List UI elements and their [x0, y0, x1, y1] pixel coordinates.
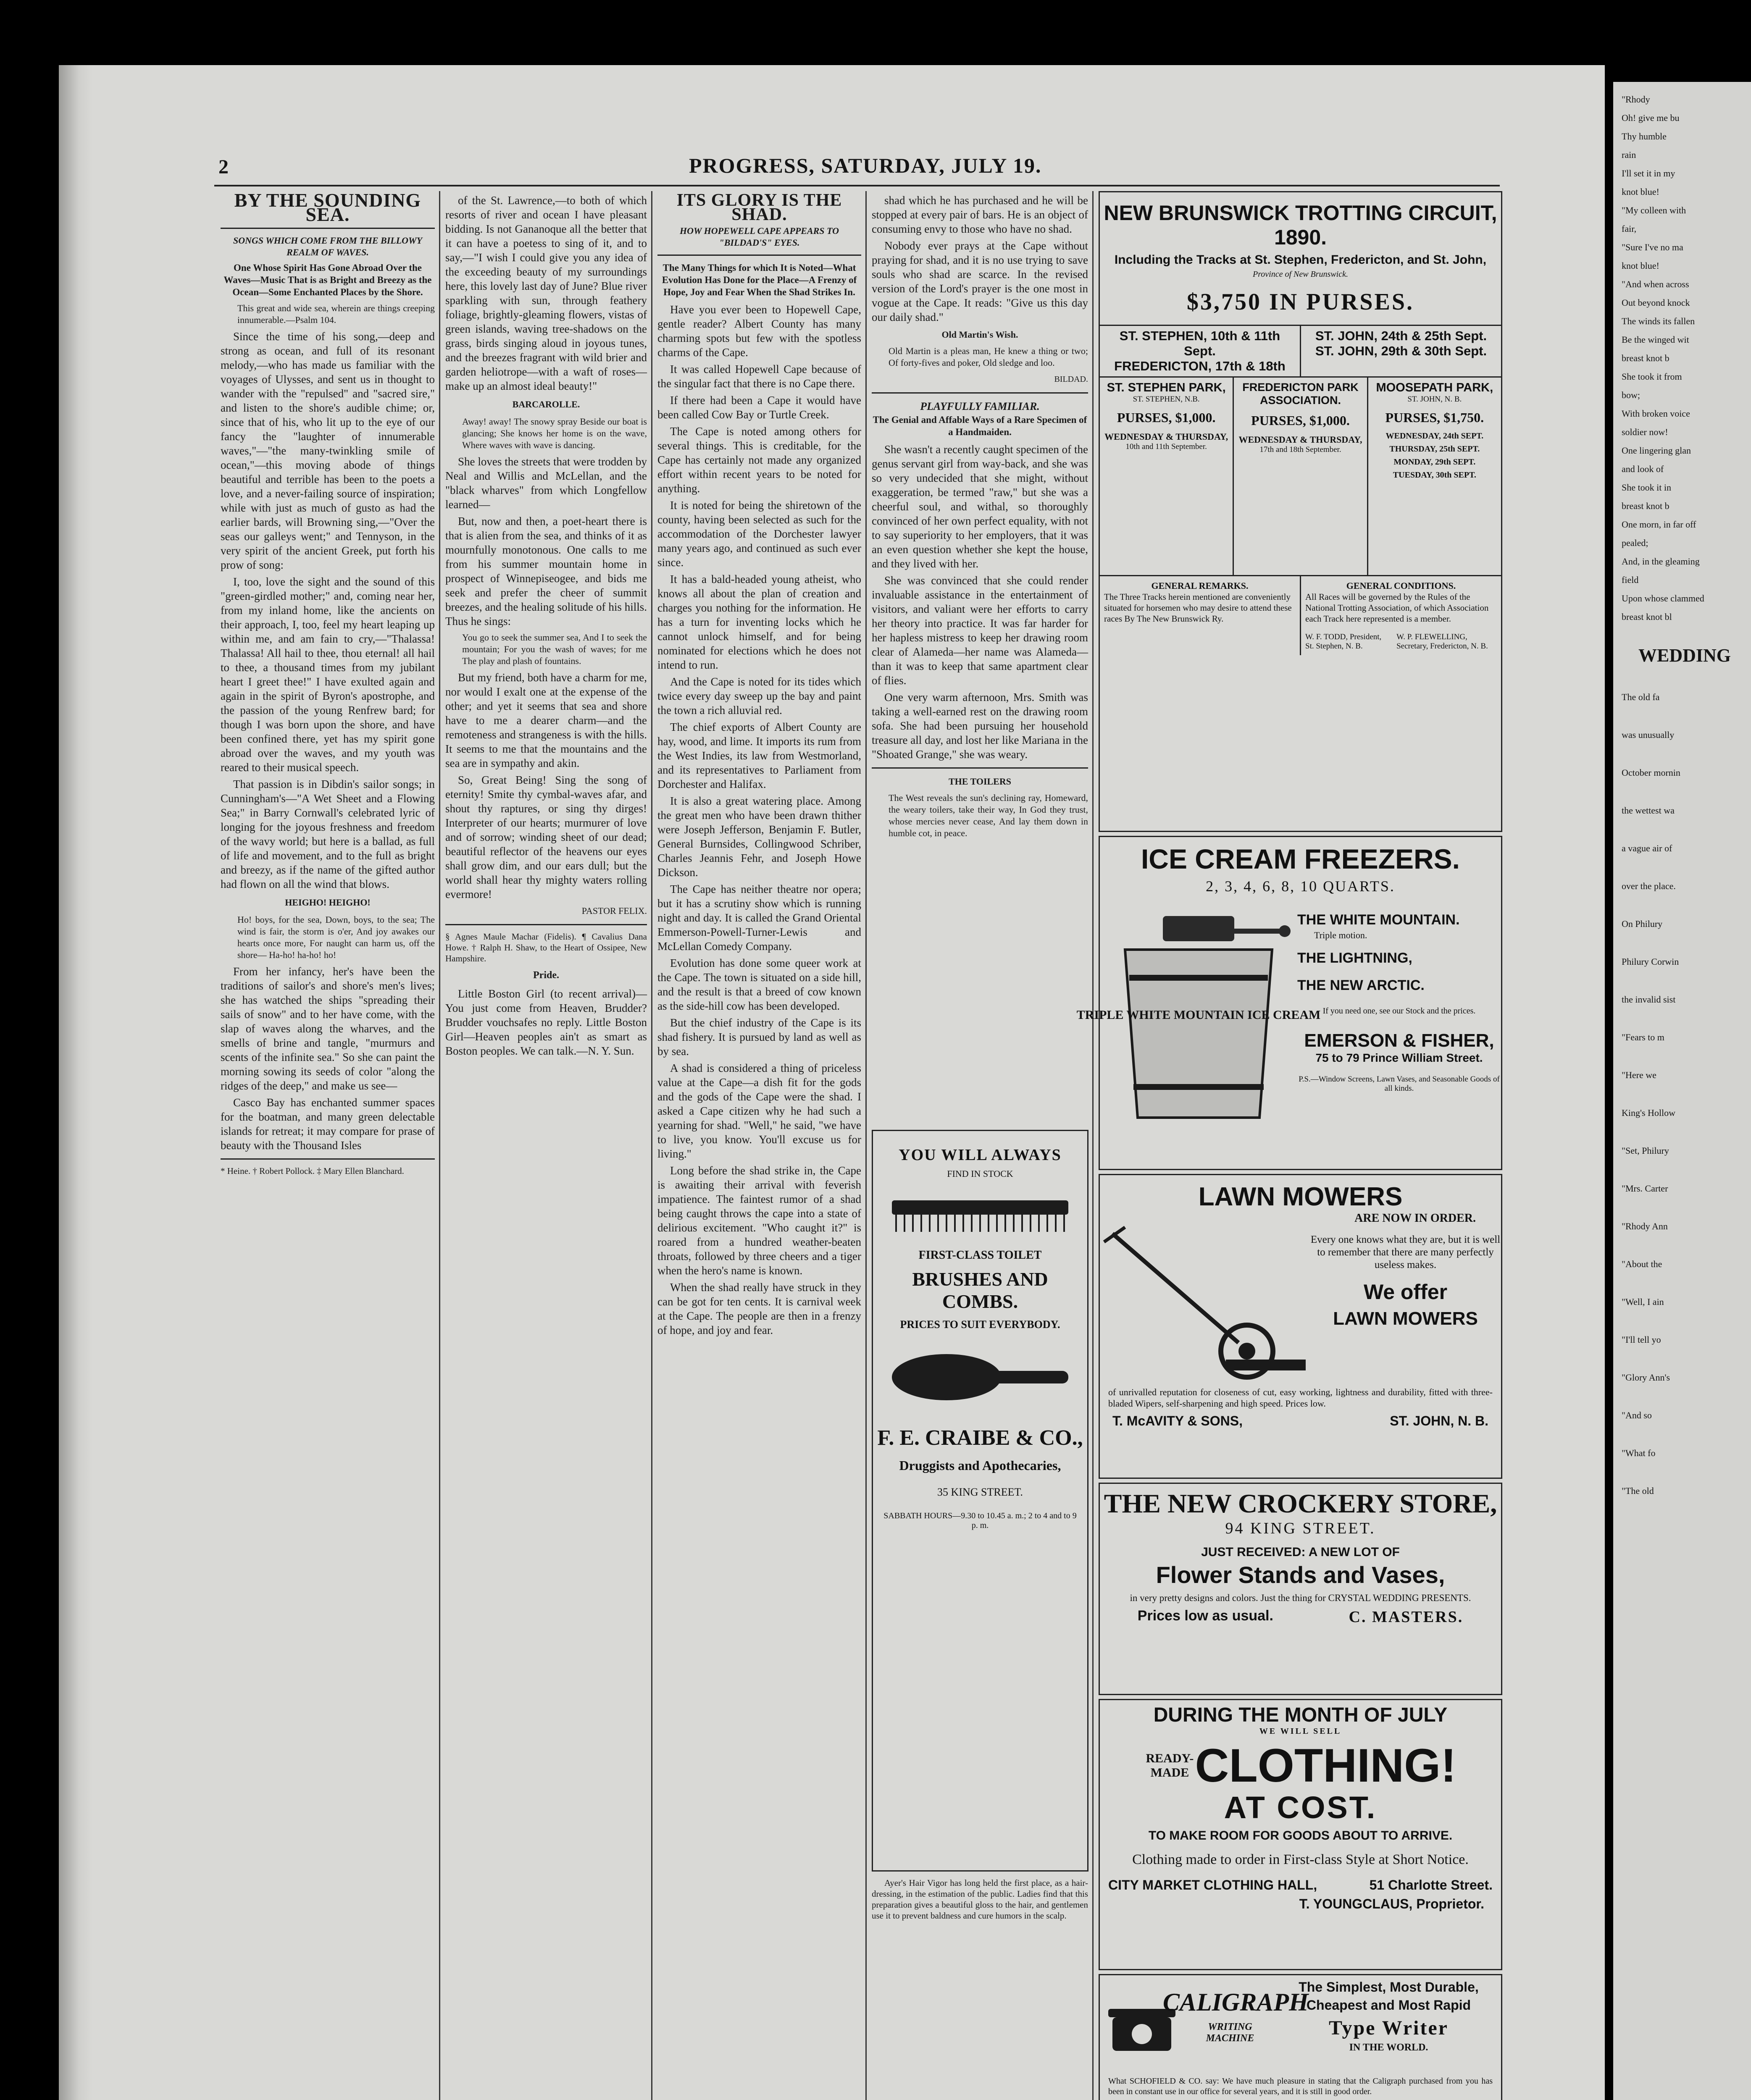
strip-line: On Philury: [1622, 919, 1663, 929]
divider: [445, 924, 647, 925]
paragraph: It is also a great watering place. Among the great men who have been drawn thither were Joseph Jefferson, Benjamin F. Butler, General Burnsides, Collingwood Schriber, Charles Jeannis Fehr, and Joseph Howe Dickson.: [657, 795, 861, 879]
ad-text: in very pretty designs and colors. Just the thing for CRYSTAL WEDDING PRESENTS.: [1130, 1593, 1471, 1603]
ad-crockery-store: [1099, 1483, 1502, 1695]
ad-text: WE WILL SELL: [1259, 1727, 1342, 1736]
paragraph: One very warm afternoon, Mrs. Smith was taking a well-earned rest on the drawing room sofa. She had been pursuing her household treasure all day, and lost her like Mariana in the "Shoated Grange," she was weary.: [872, 691, 1088, 761]
ad-text: If you need one, see our Stock and the prices.: [1322, 1006, 1476, 1016]
strip-line: "Sure I've no ma: [1622, 242, 1683, 252]
paragraph: It is noted for being the shiretown of the county, having been selected as such for the accommodation of the Dorchester lawyer many years ago, and continued as such ever since.: [657, 499, 861, 569]
ad-trotting-circuit: [1099, 191, 1502, 832]
park-listings: [1100, 378, 1501, 576]
page-fold-shadow: [59, 65, 92, 2100]
can-label: TRIPLE WHITE MOUNTAIN ICE CREAM: [1076, 1008, 1321, 1022]
column-4: [872, 193, 1088, 1117]
divider: [221, 228, 435, 229]
article-subhead: HOW HOPEWELL CAPE APPEARS TO "BILDAD'S" EYES.: [680, 226, 839, 248]
race-dates: [1100, 325, 1501, 378]
ad-text: Cheapest and Most Rapid: [1306, 1998, 1471, 2013]
strip-line: "I'll tell yo: [1622, 1334, 1661, 1345]
brush-illustration: [888, 1348, 1073, 1407]
strip-line: The old fa: [1622, 692, 1660, 702]
park-date: THURSDAY, 25th SEPT.: [1389, 444, 1480, 454]
strip-line: Upon whose clammed: [1622, 593, 1704, 604]
poem-verse: Away! away! The snowy spray Beside our boat is glancing; She knows her home is on the wave, Where waves with wave is dancing.: [462, 416, 647, 450]
park-date: WEDNESDAY, 24th SEPT.: [1386, 431, 1484, 441]
poem-verse: The West reveals the sun's declining ray, Homeward, the weary toilers, take their way, In God they trust, whose mercies never cease, And lay them down in humble cot, in peace.: [889, 793, 1088, 838]
park-purse: PURSES, $1,000.: [1117, 410, 1216, 425]
column-1: [221, 189, 435, 2100]
strip-line: bow;: [1622, 390, 1640, 400]
strip-line: Out beyond knock: [1622, 297, 1690, 308]
ad-text: FIRST-CLASS TOILET: [918, 1249, 1042, 1262]
ad-text: Clothing made to order in First-class Style at Short Notice.: [1132, 1852, 1469, 1867]
ad-address: 75 to 79 Prince William Street.: [1315, 1051, 1483, 1064]
strip-line: With broken voice: [1622, 408, 1690, 419]
ad-text: FIND IN STOCK: [947, 1168, 1013, 1179]
ad-text: PRICES TO SUIT EVERYBODY.: [900, 1318, 1060, 1331]
race-date: ST. STEPHEN, 10th & 11th Sept.: [1119, 328, 1280, 358]
paragraph: From her infancy, her's have been the traditions of sailor's and shore's men's lives; she has watched the ships "spreading their sails of snow" and to her have come, with the slap of waves along the wharves, and the smells of brine and tangle, "murmurs and scents of the infinite sea." So she can paint the morning sowing its seeds of color "along the ridges of the deep," and make us see—: [221, 965, 435, 1092]
poem-verse: You go to seek the summer sea, And I to seek the mountain; For you the wash of waves; for me The play and plash of fountains.: [462, 632, 647, 666]
strip-line: field: [1622, 575, 1639, 585]
paragraph: The Cape is noted among others for several things. This is creditable, for the Cape has certainly not made any organized effort within recent years to be noted for anything.: [657, 425, 861, 495]
ad-text: Triple motion.: [1314, 930, 1367, 940]
strip-article: [1622, 678, 1748, 1510]
ad-text: Province of New Brunswick.: [1253, 270, 1348, 279]
strip-line: "Here we: [1622, 1070, 1656, 1080]
strip-line: "Fears to m: [1622, 1032, 1664, 1042]
strip-line: Oh! give me bu: [1622, 113, 1680, 123]
paragraph: The chief exports of Albert County are hay, wood, and lime. It imports its rum from the West Indies, its law from Westmorland, and its representatives to Parliament from Dorchester and Halifax.: [657, 721, 861, 790]
paragraph: Ayer's Hair Vigor has long held the first place, as a hair-dressing, in the estimation of the public. Ladies find that this preparation gives a beautiful gloss to the hair, and gentlemen use it to prevent baldness and cure humors in the scalp.: [872, 1878, 1088, 1921]
remarks-title: GENERAL REMARKS.: [1151, 580, 1249, 591]
ad-item: Flower Stands and Vases,: [1156, 1562, 1445, 1588]
paragraph: She loves the streets that were trodden by Neal and Willis and McLellan, and the "black wharves" from which Longfellow learned—: [445, 455, 647, 511]
article-deck: The Many Things for which It is Noted—What Evolution Has Done for the Place—A Frenzy of Hope, Joy and Fear When the Shad Strikes In.: [662, 262, 857, 297]
strip-line: "Rhody Ann: [1622, 1221, 1668, 1231]
strip-line: soldier now!: [1622, 427, 1668, 437]
paragraph: When the shad really have struck in they can be got for ten cents. It is carnival week at the Cape. The people are then in a frenzy of hope, and joy and fear.: [657, 1281, 861, 1336]
park-name: MOOSEPATH PARK,: [1376, 381, 1493, 394]
paragraph: She was convinced that she could render invaluable assistance in the entertainment of visitors, and valiant were her efforts to carry her theory into practice. It was far harder for her hapless mistress to keep her drawing room clear of Alameda—her name was Alameda—than it was to keep that same apartment clear of flies.: [872, 574, 1088, 687]
strip-line: and look of: [1622, 464, 1664, 474]
brand-tagline: WRITING MACHINE: [1206, 2021, 1254, 2044]
strip-line: "Rhody: [1622, 94, 1650, 105]
paragraph: I, too, love the sight and the sound of this "green-girdled mother;" and, coming near her, from my inland home, like the ancients on their approach, I, too, feel my heart leaping up within me, and am fain to cry,—"Thalassa! Thalassa! All hail to thee, thou eternal! all hail to thee, a thousand times from my jubilant heart I greet thee!" I have exulted again and again in the spirit of Byron's apostrophe, and the passion of the young Renfrew bard; for though I was born upon the shore, and have been confined there, yet has my spirit gone abroad over the waves, and my youth was reared to their musical speech.: [221, 575, 435, 774]
article-headline: ITS GLORY IS THE SHAD.: [676, 191, 842, 224]
ad-firm-name: C. MASTERS.: [1349, 1608, 1464, 1626]
footnotes: * Heine. † Robert Pollock. ‡ Mary Ellen Blanchard.: [221, 1166, 404, 1176]
ad-firm-name: EMERSON & FISHER,: [1304, 1030, 1494, 1051]
strip-line: "Glory Ann's: [1622, 1372, 1670, 1383]
page-number: 2: [218, 156, 229, 178]
paragraph: Long before the shad strike in, the Cape is awaiting their arrival with feverish impatience. The faintest rumor of a shad being caught throws the cape into a state of delirious excitement. "Who caught it?" is roared from a hundred weather-beaten throats, followed by three cheers and a tiger when the hero's name is known.: [657, 1164, 861, 1277]
ad-heading: AT COST.: [1224, 1790, 1377, 1825]
ad-clothing: [1099, 1699, 1502, 1970]
ad-purse-total: $3,750 IN PURSES.: [1187, 289, 1414, 315]
paragraph: And the Cape is noted for its tides which twice every day sweep up the bay and paint the town a rich alluvial red.: [657, 675, 861, 717]
ad-text: 2, 3, 4, 6, 8, 10 QUARTS.: [1206, 878, 1395, 895]
remarks-text: The Three Tracks herein mentioned are conveniently situated for horsemen who may desire to attend these races By The New Brunswick Ry.: [1104, 592, 1292, 624]
paragraph: shad which he has purchased and he will be stopped at every pair of bars. He is an object of consuming envy to those who have no shad.: [872, 194, 1088, 235]
ad-address: ST. JOHN, N. B.: [1390, 1413, 1488, 1428]
poem-title: BARCAROLLE.: [512, 399, 580, 410]
article-deck: The Genial and Affable Ways of a Rare Specimen of a Handmaiden.: [873, 415, 1087, 437]
strip-line: "What fo: [1622, 1448, 1656, 1458]
strip-line: She took it in: [1622, 482, 1671, 493]
poem-verse: Old Martin is a pleas man, He knew a thing or two; Of forty-fives and poker, Old sledge and loo.: [889, 346, 1088, 368]
ad-firm-name: T. McAVITY & SONS,: [1112, 1413, 1243, 1428]
paragraph: But my friend, both have a charm for me, nor would I exalt one at the expense of the other; and yet it seems that sea and shore have to me a dearer charm—and the remoteness and strangeness is with the hills. It seems to me that the mountains and the sea are in sympathy and akin.: [445, 671, 647, 769]
ad-item: THE NEW ARCTIC.: [1297, 977, 1425, 993]
byline: BILDAD.: [1054, 375, 1088, 384]
strip-line: fair,: [1622, 223, 1637, 234]
paragraph: Since the time of his song,—deep and strong as ocean, and full of its resonant melody,—who has made us familiar with the voyages of Ulysses, and sent us in thought to wander with the "repulsed" and "sacred sire," and listen to the shore's audible chime; or, since that of his, who lit up to the eye of our fancy the "laughter of innumerable waves,"—"the many-twinkling smile of ocean,"—this moving abode of things beautiful and terrible has been to the poets a love, and a never-failing source of inspiration; while with just as much of gusto as had the earlier bards, will Browning sing,—"Over the seas our galleys went;" and Tennyson, in the very spirit of the ancient Greek, put forth his prow of song:: [221, 330, 435, 571]
signature: W. P. FLEWELLING, Secretary, Fredericton, N. B.: [1396, 633, 1488, 651]
column-rule: [651, 191, 652, 2100]
strip-line: the wettest wa: [1622, 805, 1675, 816]
strip-line: I'll set it in my: [1622, 168, 1675, 178]
ad-heading: YOU WILL ALWAYS: [899, 1146, 1062, 1164]
strip-line: "My colleen with: [1622, 205, 1686, 215]
signature: W. F. TODD, President, St. Stephen, N. B.: [1305, 633, 1382, 651]
comb-illustration: [888, 1192, 1073, 1238]
ad-text: Prices low as usual.: [1137, 1608, 1273, 1624]
caligraph-logo: [1100, 1975, 1309, 2072]
ad-text: We offer: [1363, 1280, 1448, 1304]
article-headline: BY THE SOUNDING SEA.: [234, 189, 421, 225]
ad-heading: NEW BRUNSWICK TROTTING CIRCUIT, 1890.: [1104, 201, 1497, 249]
ad-heading: Type Writer: [1329, 2017, 1449, 2039]
paragraph: Nobody ever prays at the Cape without praying for shad, and it is no use trying to save souls who shad are scarce. In the revised version of the Lord's prayer is the one most in vogue at the Cape. It reads: "Give us this day our daily shad.": [872, 239, 1088, 323]
divider: [657, 255, 861, 256]
paragraph: A shad is considered a thing of priceless value at the Cape—a dish fit for the gods and the gods of the Cape were the shad. I asked a Cape citizen why he had such a yearning for shad. "Well," he said, "we have to live, you know. You'll excuse us for living.": [657, 1062, 861, 1160]
article-deck: One Whose Spirit Has Gone Abroad Over the Waves—Music That is as Bright and Breezy as the Ocean—Some Enchanted Places by the Shore.: [223, 262, 432, 297]
strip-line: knot blue!: [1622, 260, 1659, 271]
paragraph: It was called Hopewell Cape because of the singular fact that there is no Cape there.: [657, 363, 861, 390]
paragraph: If there had been a Cape it would have been called Cow Bay or Turtle Creek.: [657, 394, 861, 421]
ad-text: ARE NOW IN ORDER.: [1354, 1212, 1476, 1225]
park-location: ST. STEPHEN, N.B.: [1133, 395, 1200, 404]
race-info: [1100, 576, 1501, 655]
race-date: ST. JOHN, 24th & 25th Sept.: [1315, 328, 1487, 343]
strip-line: Be the winged wit: [1622, 334, 1689, 345]
poem-title: THE TOILERS: [949, 776, 1011, 787]
park-days: WEDNESDAY & THURSDAY,: [1104, 431, 1228, 442]
strip-line: "The old: [1622, 1486, 1654, 1496]
strip-line: She took it from: [1622, 371, 1682, 382]
ad-hours: SABBATH HOURS—9.30 to 10.45 a. m.; 2 to 4 and to 9 p. m.: [883, 1511, 1077, 1530]
strip-line: was unusually: [1622, 730, 1675, 740]
paragraph: Casco Bay has enchanted summer spaces for the boatman, and many green delectable islands for retreat; it may compare for prase of beauty with the Thousand Isles: [221, 1096, 435, 1152]
strip-line: "And when across: [1622, 279, 1689, 289]
column-rule: [439, 191, 440, 2100]
ad-lawn-mowers: [1099, 1174, 1502, 1479]
paragraph: But the chief industry of the Cape is its shad fishery. It is pursued by land as well as by sea.: [657, 1016, 861, 1058]
strip-line: knot blue!: [1622, 186, 1659, 197]
ad-text: Druggists and Apothecaries,: [899, 1458, 1061, 1473]
strip-line: breast knot b: [1622, 501, 1669, 511]
park-purse: PURSES, $1,750.: [1385, 410, 1484, 425]
strip-line: The winds its fallen: [1622, 316, 1695, 326]
ad-text: JUST RECEIVED: A NEW LOT OF: [1201, 1545, 1400, 1559]
conditions-text: All Races will be governed by the Rules of the National Trotting Association, of which Association each Track here represented is a member.: [1305, 592, 1489, 624]
strip-line: Philury Corwin: [1622, 956, 1679, 967]
ad-text: P.S.—Window Screens, Lawn Vases, and Seasonable Goods of all kinds.: [1299, 1075, 1500, 1093]
race-date: FREDERICTON, 17th & 18th: [1114, 359, 1286, 373]
ad-text: What SCHOFIELD & CO. say: We have much pleasure in stating that the Caligraph purchased from you has been in constant use in our office for several years, and it is still in good order.: [1108, 2076, 1493, 2096]
strip-line: One morn, in far off: [1622, 519, 1696, 530]
epigraph: This great and wide sea, wherein are things creeping innumerable.—Psalm 104.: [237, 303, 435, 325]
column-3: [657, 193, 861, 2100]
ad-ice-cream-freezers: [1076, 836, 1502, 1170]
freezer-illustration: [1076, 899, 1321, 1134]
ad-text: of unrivalled reputation for closeness of cut, easy working, lightness and durability, fitted with three-bladed Wipers, self-sharpening and high speed. Prices low.: [1108, 1387, 1493, 1409]
poem-verse: Ho! boys, for the sea, Down, boys, to the sea; The wind is fair, the storm is o'er, And joy awakes our hearts once more, For naught can harm us, off the shore— Ha-ho! ha-ho! ho!: [237, 914, 435, 960]
footnotes: § Agnes Maule Machar (Fidelis). ¶ Cavalius Dana Howe. † Ralph H. Shaw, to the Heart of Ossipee, New Hampshire.: [445, 932, 647, 963]
ad-caligraph: [1099, 1974, 1502, 2100]
strip-line: over the place.: [1622, 881, 1676, 891]
paragraph: of the St. Lawrence,—to both of which resorts of river and ocean I have pleasant bidding. Is not Gananoque all the better that it can have a poetess to sing of it, and to say,—"I wish I could give you any idea of the exceeding beauty of my surroundings here, this lovely last day of June? Blue river sparkling with sun, through feathery foliage, brightly-gleaming flowers, vistas of green islands, waving tree-shadows on the grass, birds singing aloud in joyous tunes, and the breezes fragrant with wild brier and garden heliotrope—with a waft of roses—make up an almost ideal beauty!": [445, 194, 647, 392]
masthead-title: PROGRESS, SATURDAY, JULY 19.: [689, 154, 1042, 177]
paragraph: She wasn't a recently caught specimen of the genus servant girl from way-back, and she was so very undecided that she might, without exaggeration, be termed "raw," but she was a cheerful soul, and withal, so thoroughly convinced of her own perfect equality, with not to say superiority to her employers, that it was an even question whether she kept the house, and they lived with her.: [872, 443, 1088, 570]
lawn-mower-illustration: [1100, 1225, 1310, 1385]
strip-line: "Mrs. Carter: [1622, 1183, 1668, 1194]
paragraph: Evolution has done some queer work at the Cape. The town is situated on a side hill, and the result is that a breed of cow known as the side-hill cow has been developed.: [657, 957, 861, 1012]
ad-text: Including the Tracks at St. Stephen, Fredericton, and St. John,: [1114, 253, 1487, 267]
ad-heading: ICE CREAM FREEZERS.: [1141, 843, 1460, 874]
park-date: MONDAY, 29th SEPT.: [1393, 457, 1476, 467]
paragraph: But, now and then, a poet-heart there is that is alien from the sea, and thinks of it as mournfully monotonous. One calls to me from his summer mountain home in prospect of Winnepiseogee, and bids me seek and prefer the cheer of summit breezes, and the healing solitude of his hills. Thus he sings:: [445, 515, 647, 627]
strip-line: rain: [1622, 150, 1636, 160]
ad-text: READY-MADE: [1146, 1751, 1194, 1780]
ad-heading: LAWN MOWERS: [1333, 1308, 1478, 1329]
strip-line: "And so: [1622, 1410, 1652, 1420]
byline: PASTOR FELIX.: [581, 906, 647, 916]
park-date: TUESDAY, 30th SEPT.: [1393, 470, 1476, 480]
poem-title: HEIGHO! HEIGHO!: [285, 897, 371, 908]
race-date: ST. JOHN, 29th & 30th Sept.: [1315, 344, 1487, 358]
conditions-title: GENERAL CONDITIONS.: [1346, 580, 1456, 591]
ad-firm-name: F. E. CRAIBE & CO.,: [877, 1426, 1083, 1450]
ad-text: Every one knows what they are, but it is well to remember that there are many perfectly useless makes.: [1310, 1234, 1501, 1270]
ad-text: IN THE WORLD.: [1349, 2042, 1428, 2053]
strip-line: And, in the gleaming: [1622, 556, 1700, 567]
strip-line: "Set, Philury: [1622, 1145, 1669, 1156]
column-rule: [865, 191, 867, 2100]
ad-address: 94 KING STREET.: [1225, 1520, 1376, 1537]
park-name: ST. STEPHEN PARK,: [1107, 381, 1226, 394]
ad-address: 35 KING STREET.: [937, 1486, 1023, 1498]
column-2: [445, 193, 647, 2100]
strip-line: "About the: [1622, 1259, 1662, 1269]
ad-item: THE LIGHTNING,: [1297, 950, 1412, 966]
ad-heading: BRUSHES AND COMBS.: [912, 1268, 1048, 1312]
ad-craibe: [872, 1130, 1088, 1872]
strip-line: the invalid sist: [1622, 994, 1676, 1005]
item-title: Pride.: [533, 970, 559, 981]
article-headline: PLAYFULLY FAMILIAR.: [920, 400, 1040, 412]
adjacent-page-strip: [1613, 82, 1751, 2100]
column-rule: [1092, 191, 1094, 2100]
paragraph: Little Boston Girl (to recent arrival)—You just come from Heaven, Brudder? Brudder vouchsafes no reply. Little Boston Girl—Heaven peoples ain't as smart as Boston peoples. We can talk.—N. Y. Sun.: [445, 987, 647, 1057]
park-days: WEDNESDAY & THURSDAY,: [1238, 434, 1362, 445]
ad-text: The Simplest, Most Durable,: [1299, 1979, 1479, 1995]
ad-heading: THE NEW CROCKERY STORE,: [1104, 1488, 1497, 1518]
paragraph: It has a bald-headed young atheist, who knows all about the plan of creation and charges you nothing for the information. He has a turn for inventing locks which he cannot unlock himself, and for being nominated for elections which he does not intend to run.: [657, 573, 861, 671]
strip-line: pealed;: [1622, 538, 1648, 548]
poem-title: Old Martin's Wish.: [941, 329, 1018, 340]
ad-proprietor: T. YOUNGCLAUS, Proprietor.: [1299, 1896, 1484, 1911]
strip-poem: [1622, 90, 1748, 626]
strip-line: King's Hollow: [1622, 1108, 1676, 1118]
strip-line: a vague air of: [1622, 843, 1672, 853]
park-name: FREDERICTON PARK ASSOCIATION.: [1242, 381, 1359, 407]
park-dates: 10th and 11th September.: [1125, 442, 1207, 451]
divider: [872, 392, 1088, 394]
paragraph: The Cape has neither theatre nor opera; but it has a scrutiny show which is running night and day. It is called the Grand Oriental Emmerson-Powell-Turner-Lewis and McLellan Comedy Company.: [657, 883, 861, 953]
masthead-rule: [214, 185, 1500, 186]
paragraph: That passion is in Dibdin's sailor songs; in Cunningham's—"A Wet Sheet and a Flowing Sea;" in Barry Cornwall's celebrated lyric of longing for the joyous freshness and freedom of the wavy world; but here is a ballad, as full of life and movement, and to the full as bright and breezy, as if the name of the gifted author had flown on all the wind that blows.: [221, 778, 435, 890]
ad-item: THE WHITE MOUNTAIN.: [1297, 912, 1460, 928]
park-dates: 17th and 18th September.: [1259, 445, 1341, 454]
strip-line: breast knot b: [1622, 353, 1669, 363]
ayer-notice: [872, 1877, 1088, 1970]
ad-address: 51 Charlotte Street.: [1369, 1877, 1493, 1893]
park-purse: PURSES, $1,000.: [1251, 413, 1350, 428]
divider: [872, 767, 1088, 769]
ad-text: TO MAKE ROOM FOR GOODS ABOUT TO ARRIVE.: [1148, 1829, 1453, 1843]
ad-heading: LAWN MOWERS: [1198, 1182, 1403, 1211]
strip-headline: WEDDING: [1638, 645, 1731, 666]
article-subhead: SONGS WHICH COME FROM THE BILLOWY REALM OF WAVES.: [233, 235, 423, 257]
paragraph: Have you ever been to Hopewell Cape, gentle reader? Albert County has many charming spots but few with the spotless charms of the Cape.: [657, 303, 861, 359]
brand-logo: CALIGRAPH: [1163, 1988, 1309, 2016]
strip-line: October mornin: [1622, 767, 1680, 778]
paragraph: So, Great Being! Sing the song of eternity! Smite thy cymbal-waves afar, and shout thy raptures, or sing thy dirges! Interpreter of our hearts; murmurer of love and of sorrow; winding sheet of our dead; beautiful reflector of the heavens our eyes shall grow dim, and our ears dull; but the world shall hear thy mighty waters rolling evermore!: [445, 774, 647, 900]
ad-firm-name: CITY MARKET CLOTHING HALL,: [1108, 1877, 1317, 1893]
park-location: ST. JOHN, N. B.: [1407, 395, 1462, 404]
strip-line: "Well, I ain: [1622, 1297, 1664, 1307]
strip-line: One lingering glan: [1622, 445, 1691, 456]
ad-heading: CLOTHING!: [1195, 1739, 1457, 1792]
strip-line: Thy humble: [1622, 131, 1667, 142]
divider: [221, 1158, 435, 1160]
ad-heading: DURING THE MONTH OF JULY: [1153, 1704, 1448, 1726]
strip-line: breast knot bl: [1622, 612, 1672, 622]
